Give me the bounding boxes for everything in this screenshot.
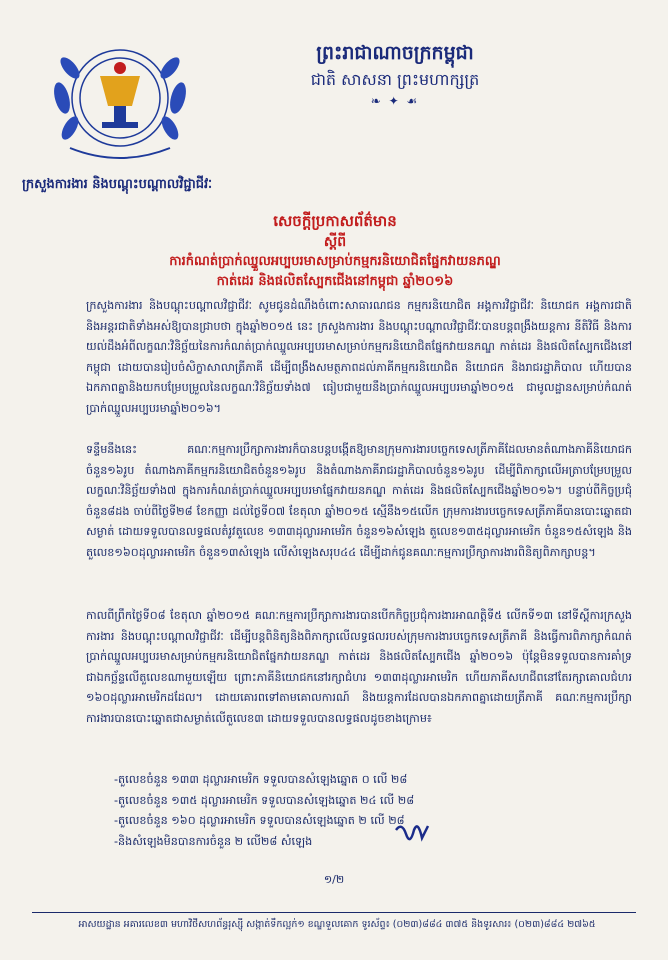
vote-item: -និងសំឡេងមិនបានការចំនួន ២ លើ២៨ សំឡេង [114,834,313,848]
paragraph-2: ទន្ទឹមនឹងនេះ គណៈកម្មការប្រឹក្សាការងារក៏បានបន្តបង្កើតឱ្យមានក្រុមការងារបច្ចេកទេសត្រីភាគីដែលមានតំណាងភាគីនិយោជកចំនួន១៦រូប តំណាងភាគីកម្មករនិយោជិតចំនួន១៦រូប និងតំណាងភាគីរាជរដ្ឋាភិបាលចំនួន១៦រូប ដើម្បីពិភាក្សាលើអត្រាបម្រែបម្រួលលក្ខណៈវិនិច្ឆ័យទាំង៧ ក្នុងការកំណត់ប្រាក់ឈ្នួលអប្បបរមាផ្នែកវាយនភណ្ឌ កាត់ដេរ និងផលិតស្បែកជើងឆ្នាំ២០១៦។ បន្ទាប់ពីកិច្ចប្រជុំចំនួន៨ដង ចាប់ពីថ្ងៃទី២៨ ខែកញ្ញា ដល់ថ្ងៃទី០៧ ខែតុលា ឆ្នាំ២០១៥ ស្មើនឹង១៥លើក ក្រុមការងារបច្ចេកទេសត្រីភាគីបានបោះឆ្នោតជាសម្ងាត់ ដោយទទួលបានលទ្ធផលតំរូវតួលេខ ១៣៣ដុល្លារអាមេរិក ចំនួន១៦សំឡេង តួលេខ១៣៥ដុល្លារអាមេរិក ចំនួន១៥សំឡេង និងតួលេខ១៦០ដុល្លារអាមេរិក ចំនួន១៣សំឡេង លើសំឡេងសរុប៤៤ ដើម្បីដាក់ជូនគណៈកម្មការប្រឹក្សាការងារពិនិត្យពិភាក្សាបន្ត។ [86,443,632,559]
title-line-1: សេចក្តីប្រកាសព័ត៌មាន [273,212,397,230]
motto-ornament: ❧ ✦ ☙ [370,94,420,108]
kingdom-heading: ព្រះរាជាណាចក្រកម្ពុជា [316,42,474,64]
paragraph-3: កាលពីព្រឹកថ្ងៃទី០៨ ខែតុលា ឆ្នាំ២០១៥ គណៈកម្មការប្រឹក្សាការងារបានបើកកិច្ចប្រជុំការងារអាណត្តិទី៥ លើកទី១៣ នៅទីស្តីការក្រសួងការងារ និងបណ្តុះបណ្តាលវិជ្ជាជីវៈ ដើម្បីបន្តពិនិត្យនិងពិភាក្សាលើលទ្ធផលរបស់ក្រុមការងារបច្ចេកទេសត្រីភាគី និងធ្វើការពិភាក្សាកំណត់ប្រាក់ឈ្នួលអប្បបរមាសម្រាប់កម្មករនិយោជិតផ្នែកវាយនភណ្ឌ កាត់ដេរ និងផលិតស្បែកជើង ឆ្នាំ២០១៦ ប៉ុន្តែមិនទទួលបានការគាំទ្រជាឯកច្ឆ័ន្ទលើតួលេខណាមួយឡើយ ព្រោះភាគីនិយោជកនៅរក្សាជំហរ ១៣៣ដុល្លារអាមេរិក ហើយភាគីសហជីពនៅតែរក្សាគោលជំហរ ១៦០ដុល្លារអាមេរិកដដែល។ ដោយគោរពទៅតាមគោលការណ៍ និងយន្តការដែលបានឯកភាពគ្នាដោយត្រីភាគី គណៈកម្មការប្រឹក្សាការងារបានបោះឆ្នោតជាសម្ងាត់លើតួលេខ៣ ដោយទទួលបានលទ្ធផលដូចខាងក្រោម៖ [86,609,632,725]
ministry-logo [40,28,200,173]
vote-item: -តួលេខចំនួន ១៣៣ ដុល្លារអាមេរិក ទទួលបានសំឡេងឆ្នោត ០ លើ ២៨ [114,773,408,786]
title-line-2: ស្តីពី [323,234,347,250]
vote-item: -តួលេខចំនួន ១៣៥ ដុល្លារអាមេរិក ទទួលបានសំឡេងឆ្នោត ២៤ លើ ២៨ [114,793,415,807]
initials-signature [392,820,432,850]
vote-results [114,770,414,852]
ministry-name: ក្រសួងការងារ និងបណ្តុះបណ្តាលវិជ្ជាជីវៈ [22,177,213,192]
letterhead [230,40,560,108]
footer-divider [32,912,636,913]
paragraph-1: ក្រសួងការងារ និងបណ្តុះបណ្តាលវិជ្ជាជីវៈ សូមជូនដំណឹងចំពោះសាធារណជន កម្មករនិយោជិត អង្គការវិជ្ជាជីវៈ និយោជក អង្គការជាតិ និងអន្តរជាតិទាំងអស់ឱ្យបានជ្រាបថា ក្នុងឆ្នាំ២០១៥ នេះ ក្រសួងការងារ និងបណ្តុះបណ្តាលវិជ្ជាជីវៈបានបន្តពង្រឹងយន្តការ នីតិវិធី និងការយល់ដឹងអំពីលក្ខណៈវិនិច្ឆ័យនៃការកំណត់ប្រាក់ឈ្នួលអប្បបរមាសម្រាប់កម្មករនិយោជិតផ្នែកវាយនភណ្ឌ កាត់ដេរ និងផលិតស្បែកជើងនៅកម្ពុជា ដោយបានរៀបចំសិក្ខាសាលាត្រីភាគី ដើម្បីពង្រឹងសមត្ថភាពដល់ភាគីកម្មករនិយោជិត និយោជក និងរាជរដ្ឋាភិបាល ហើយបានឯកភាពគ្នានិងយកបម្រែបម្រួលនៃលក្ខណៈវិនិច្ឆ័យទាំង៧ ធៀបជាមួយនឹងប្រាក់ឈ្នួលអប្បបរមាឆ្នាំ២០១៥ ជាមូលដ្ឋានសម្រាប់កំណត់ប្រាក់ឈ្នួលអប្បបរមាឆ្នាំ២០១៦។ [86,299,632,415]
national-motto: ជាតិ សាសនា ព្រះមហាក្សត្រ [310,70,480,89]
vote-item: -តួលេខចំនួន ១៦០ ដុល្លារអាមេរិក ទទួលបានសំឡេងឆ្នោត ២ លើ ២៨ [114,814,405,827]
title-line-4: កាត់ដេរ និងផលិតស្បែកជើងនៅកម្ពុជា ឆ្នាំ២០១៦ [216,274,454,289]
title-line-3: ការកំណត់ប្រាក់ឈ្នួលអប្បបរមាសម្រាប់កម្មករនិយោជិតផ្នែកវាយនភណ្ឌ [169,254,501,269]
page-number: ១/២ [323,873,345,886]
document-title [40,210,630,292]
footer-address: អាសយដ្ឋាន អគារលេខ៣ មហាវិថីសហព័ន្ធរុស្ស៊ី សង្កាត់ទឹកល្អក់១ ខណ្ឌទួលគោក ទូរស័ព្ទ៖ (០២៣)៨៨៤ ៣៧៥ និងទូរសារ៖ (០២៣)៨៨៤ ២៧៦៥ [78,919,596,930]
